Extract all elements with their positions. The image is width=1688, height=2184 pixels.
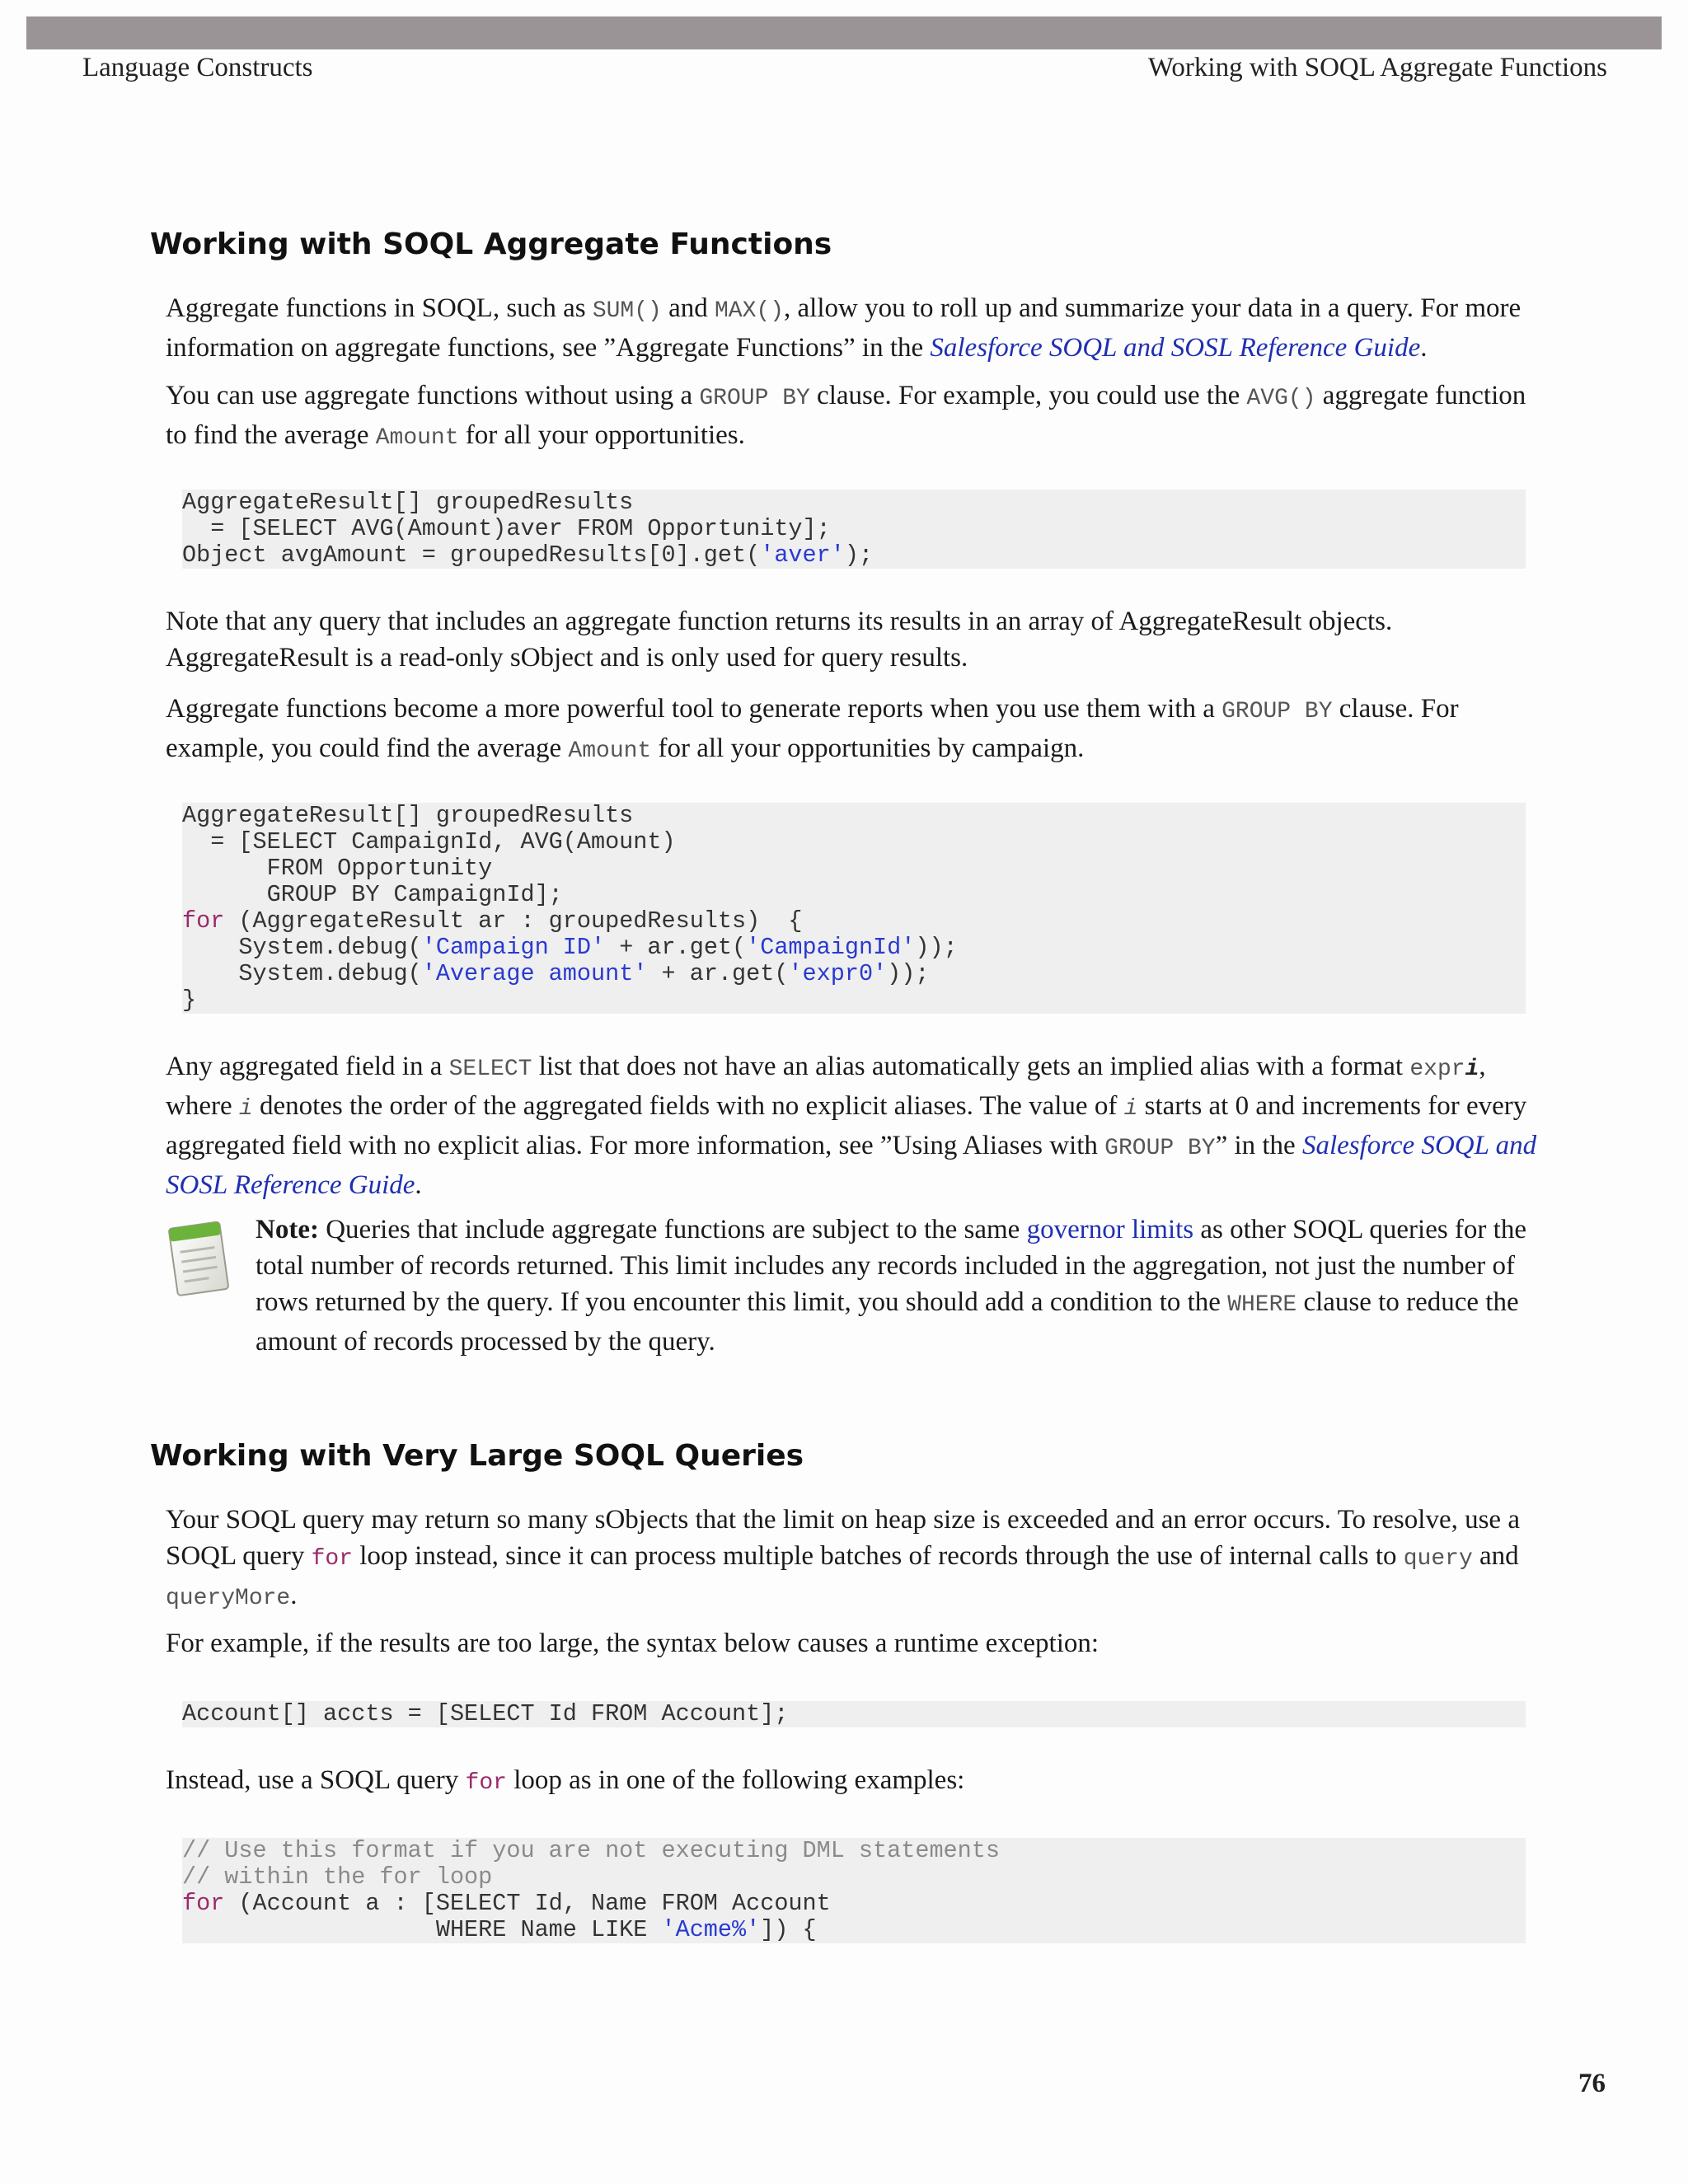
text: , where [166,1052,1486,1121]
code-string: 'Average amount' [421,960,648,987]
code-inline: SELECT [448,1057,532,1082]
code-text: (AggregateResult ar : groupedResults) { [224,907,803,935]
code-inline: for [311,1546,354,1572]
section-title-large-queries: Working with Very Large SOQL Queries [150,1439,804,1473]
text: loop instead, since it can process multiple batches of records through the use of internal calls to [353,1541,1404,1571]
code-line [182,1917,1526,1943]
text: Instead, use a SOQL query [166,1765,466,1795]
text: , allow you to roll up and summarize your data in a query. For more information on aggregate functions, see ”Aggregate Functions” in the [166,293,1522,363]
code-text: System.debug( [182,960,422,987]
text: . [1420,333,1428,363]
code-line: Account[] accts = [SELECT Id FROM Account]; [182,1700,789,1727]
code-line: AggregateResult[] groupedResults [182,489,634,516]
code-inline: for [465,1770,507,1796]
code-inline: SUM() [592,298,662,324]
code-inline: expr [1409,1057,1465,1082]
paragraph-powerful [166,691,1542,770]
text: aggregate function to find the average [166,381,1526,450]
code-line [182,935,1526,961]
section-title-aggregate: Working with SOQL Aggregate Functions [150,227,832,261]
code-inline: Amount [375,425,459,451]
code-line: FROM Opportunity [182,855,493,882]
text: Your SOQL query may return so many sObjects that the limit on heap size is exceeded and an error occurs. To resolve, use a SOQL query [166,1505,1520,1571]
code-string: 'Acme%' [661,1916,761,1943]
paragraph-intro [166,290,1542,366]
code-keyword: for [182,1890,225,1917]
text: for all your opportunities by campaign. [651,733,1085,763]
code-text: + ar.get( [605,934,747,961]
running-head-left: Language Constructs [82,53,313,82]
reference-guide-link[interactable]: Salesforce SOQL and SOSL Reference Guide [166,1131,1537,1200]
text: and [1472,1541,1519,1571]
text: clause. For example, you could find the average [166,694,1459,763]
code-string: 'aver' [760,541,845,569]
page-number: 76 [1578,2069,1606,2098]
code-inline: GROUP BY [699,386,810,411]
paragraph-groupby [166,377,1542,457]
code-text: (Account a : [SELECT Id, Name FROM Account [224,1890,831,1917]
text: Queries that include aggregate functions are subject to the same [318,1215,1027,1244]
paragraph-alias [166,1048,1542,1203]
code-line: = [SELECT AVG(Amount)aver FROM Opportunity]; [182,515,831,542]
code-inline: MAX() [715,298,785,324]
text: as other SOQL queries for the total number of records returned. This limit includes any records included in the aggregation, not just the number of rows returned by the query. If you encounter this limit, you should add a condition to the [256,1215,1526,1317]
code-line [182,908,1526,935]
code-text: System.debug( [182,934,422,961]
paragraph-runtime-exception: For example, if the results are too large, the syntax below causes a runtime exception: [166,1629,1100,1658]
code-inline: GROUP BY [1221,699,1333,724]
code-string: 'Campaign ID' [421,934,606,961]
code-inline: query [1403,1546,1473,1572]
note-icon [165,1213,236,1304]
code-text: WHERE Name LIKE [182,1916,662,1943]
code-block-avg [182,490,1526,569]
code-inline-italic: i [238,1096,253,1122]
governor-limits-link[interactable]: governor limits [1026,1215,1194,1244]
code-line: = [SELECT CampaignId, AVG(Amount) [182,828,676,855]
reference-guide-link[interactable]: Salesforce SOQL and SOSL Reference Guide [930,333,1421,363]
text: starts at 0 and increments for every aggregated field with no explicit alias. For more information, see ”Using Aliases with [166,1091,1527,1160]
code-line: GROUP BY CampaignId]; [182,881,563,908]
header-bar [26,16,1662,49]
text: clause to reduce the amount of records processed by the query. [256,1287,1519,1357]
running-head-right: Working with SOQL Aggregate Functions [1147,53,1607,82]
text: Aggregate functions become a more powerful tool to generate reports when you use them with a [166,694,1222,724]
code-string: 'CampaignId' [746,934,916,961]
code-block-campaign [182,803,1526,1014]
code-text: + ar.get( [647,960,789,987]
code-text: ]) { [760,1916,817,1943]
paragraph-heap [166,1502,1542,1617]
code-keyword: for [182,907,225,935]
code-line: AggregateResult[] groupedResults [182,802,634,829]
note-label: Note: [256,1215,319,1244]
text: loop as in one of the following examples: [506,1765,965,1795]
code-text: )); [915,934,958,961]
text: denotes the order of the aggregated fields with no explicit aliases. The value of [252,1091,1124,1121]
paragraph-aggregateresult: Note that any query that includes an aggregate function returns its results in an array of AggregateResult objects. AggregateResult is a read-only sObject and is only used for query results. [166,607,1393,673]
code-line: } [182,987,197,1014]
code-block-accounts [182,1701,1526,1727]
code-text: )); [887,960,930,987]
code-inline: WHERE [1227,1292,1297,1318]
note-callout [256,1212,1541,1360]
code-text: Object avgAmount = groupedResults[0].get( [182,541,761,569]
text: clause. For example, you could use the [809,381,1247,410]
paragraph-instead [166,1762,1542,1802]
text: . [415,1170,422,1200]
text: You can use aggregate functions without using a [166,381,700,410]
text: and [661,293,715,323]
code-text: ); [844,541,874,569]
text: Any aggregated field in a [166,1052,449,1081]
code-inline: AVG() [1246,386,1316,411]
code-inline: Amount [568,738,652,764]
code-line [182,961,1526,987]
code-inline-italic: i [1465,1057,1479,1082]
text: for all your opportunities. [458,420,745,450]
code-block-for-loop [182,1838,1526,1943]
text: ” in the [1215,1131,1302,1160]
code-comment: // Use this format if you are not executing DML statements [182,1837,1000,1864]
text: . [290,1581,298,1610]
text: list that does not have an alias automatically gets an implied alias with a format [532,1052,1410,1081]
code-string: 'expr0' [788,960,888,987]
code-inline-italic: i [1123,1096,1138,1122]
code-line [182,542,1526,569]
code-line [182,1891,1526,1917]
code-comment: // within the for loop [182,1863,493,1891]
code-inline: queryMore [166,1586,291,1611]
code-inline: GROUP BY [1104,1136,1216,1161]
text: Aggregate functions in SOQL, such as [166,293,593,323]
